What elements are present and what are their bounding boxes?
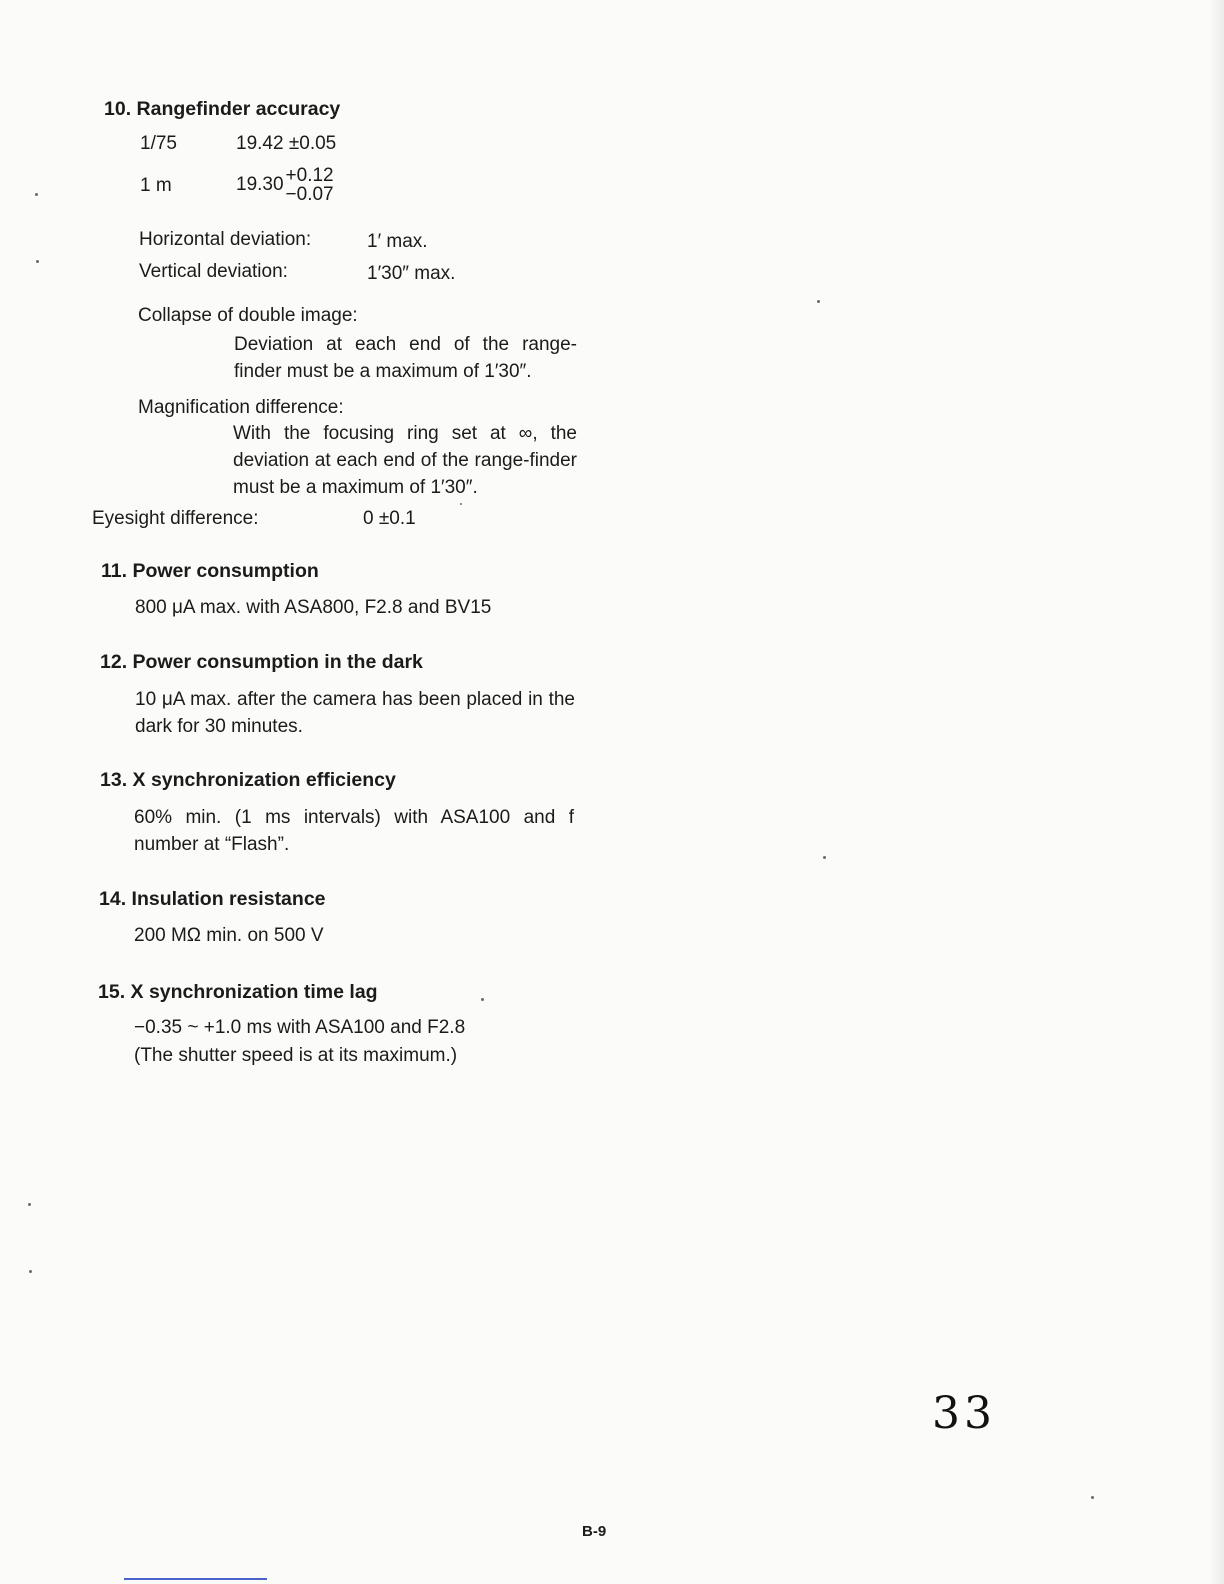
scan-speck	[29, 1270, 32, 1273]
rangefinder-row-1-distance: 1/75	[140, 133, 177, 154]
tolerance-minus: −0.07	[285, 184, 334, 205]
eyesight-difference-label: Eyesight difference:	[92, 508, 259, 529]
rangefinder-row-2-value	[236, 166, 334, 204]
rangefinder-row-2-distance: 1 m	[140, 175, 172, 196]
scan-speck	[28, 1203, 31, 1206]
scan-speck	[817, 300, 820, 303]
section-14-heading: 14. Insulation resistance	[99, 888, 326, 910]
horizontal-deviation-value: 1′ max.	[367, 231, 428, 252]
section-11-heading: 11. Power consumption	[101, 560, 319, 582]
section-15-line-2: (The shutter speed is at its maximum.)	[134, 1045, 458, 1066]
handwritten-page-number: 33	[932, 1388, 996, 1439]
vertical-deviation-value: 1′30″ max.	[367, 263, 456, 284]
section-13-heading: 13. X synchronization efficiency	[100, 769, 396, 791]
tolerance-plus: +0.12	[285, 165, 334, 186]
magnification-label: Magnification difference:	[138, 397, 344, 418]
rangefinder-row-2-tolerance	[286, 166, 334, 204]
scan-speck	[460, 503, 462, 505]
vertical-deviation-label: Vertical deviation:	[139, 261, 288, 282]
section-13-text: 60% min. (1 ms intervals) with ASA100 and f number at “Flash”.	[134, 807, 574, 855]
scan-speck	[35, 193, 38, 196]
scan-speck	[481, 998, 484, 1001]
eyesight-difference-value: 0 ±0.1	[363, 508, 416, 529]
scan-speck	[823, 856, 826, 859]
rangefinder-row-1-value: 19.42 ±0.05	[236, 133, 337, 154]
scan-speck	[36, 260, 39, 263]
section-15-line-1: −0.35 ~ +1.0 ms with ASA100 and F2.8	[134, 1017, 466, 1038]
horizontal-deviation-label: Horizontal deviation:	[139, 229, 312, 250]
section-14-text: 200 MΩ min. on 500 V	[134, 925, 324, 946]
section-11-text: 800 μA max. with ASA800, F2.8 and BV15	[135, 597, 492, 618]
section-12-heading: 12. Power consumption in the dark	[100, 651, 423, 673]
collapse-label: Collapse of double image:	[138, 305, 358, 326]
page-footer: B-9	[582, 1523, 607, 1540]
scan-speck	[1091, 1496, 1094, 1499]
scan-artifact-line	[124, 1578, 267, 1580]
page-edge-shadow	[1210, 0, 1224, 1584]
collapse-text: Deviation at each end of the range-finder must be a maximum of 1′30″.	[234, 334, 577, 382]
magnification-text: With the focusing ring set at ∞, the deviation at each end of the range-finder must be a maximum of 1′30″.	[233, 423, 577, 498]
section-12-text: 10 μA max. after the camera has been placed in the dark for 30 minutes.	[135, 689, 575, 737]
rangefinder-row-2-base: 19.30	[236, 174, 284, 195]
section-15-heading: 15. X synchronization time lag	[98, 981, 378, 1003]
section-10-heading: 10. Rangefinder accuracy	[104, 98, 341, 120]
